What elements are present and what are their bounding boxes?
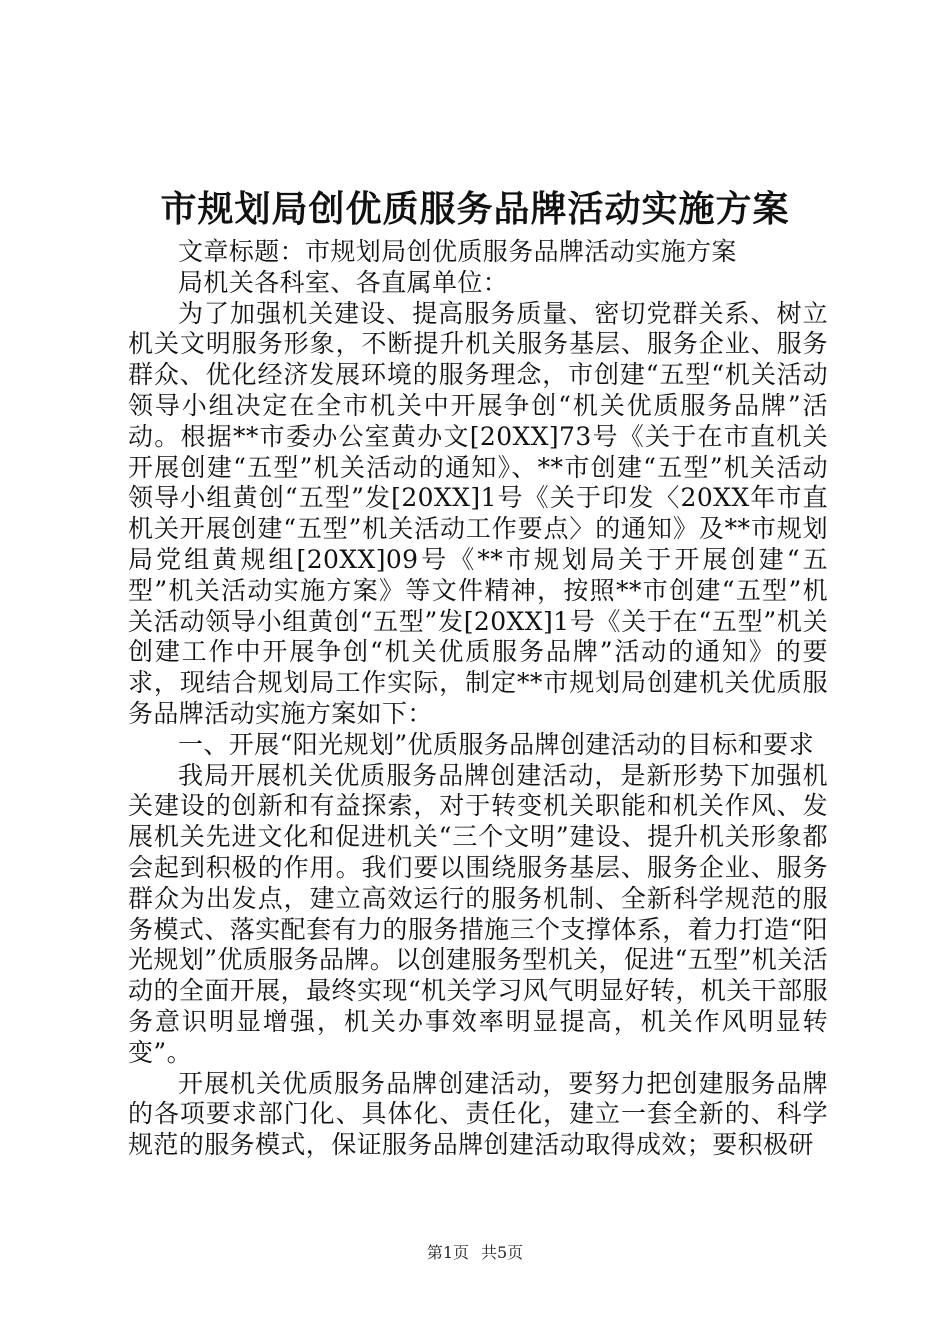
- body-paragraph: 为了加强机关建设、提高服务质量、密切党群关系、树立机关文明服务形象，不断提升机关服务基层、服务企业、服务群众、优化经济发展环境的服务理念，市创建“五型“机关活动领导小组决定在全市机关中开展争创“机关优质服务品牌”活动。根据**市委办公室黄办文[20XX]73号《关于在市直机关开展创建“五型”机关活动的通知》、**市创建“五型”机关活动领导小组黄创“五型”发[20XX]1号《关于印发〈20XX年市直机关开展创建“五型”机关活动工作要点〉的通知》及**市规划局党组黄规组[20XX]09号《**市规划局关于开展创建“五型”机关活动实施方案》等文件精神，按照**市创建“五型”机关活动领导小组黄创“五型”发[20XX]1号《关于在“五型”机关创建工作中开展争创“机关优质服务品牌”活动的通知》的要求，现结合规划局工作实际，制定**市规划局创建机关优质服务品牌活动实施方案如下：: [128, 298, 828, 728]
- page-footer: [0, 1243, 950, 1263]
- body-paragraph: 开展机关优质服务品牌创建活动，要努力把创建服务品牌的各项要求部门化、具体化、责任化，建立一套全新的、科学规范的服务模式，保证服务品牌创建活动取得成效；要积极研: [128, 1068, 828, 1160]
- document-body: [128, 237, 828, 1161]
- article-title-line: 文章标题：市规划局创优质服务品牌活动实施方案: [178, 237, 737, 266]
- total-pages: 共5页: [481, 1243, 524, 1262]
- body-paragraph: 我局开展机关优质服务品牌创建活动，是新形势下加强机关建设的创新和有益探索，对于转变机关职能和机关作风、发展机关先进文化和促进机关“三个文明”建设、提升机关形象都会起到积极的作用。我们要以围绕服务基层、服务企业、服务群众为出发点，建立高效运行的服务机制、全新科学规范的服务模式、落实配套有力的服务措施三个支撑体系，着力打造“阳光规划”优质服务品牌。以创建服务型机关，促进“五型”机关活动的全面开展，最终实现“机关学习风气明显好转，机关干部服务意识明显增强，机关办事效率明显提高，机关作风明显转变”。: [128, 760, 828, 1067]
- page-number: 第1页: [426, 1243, 469, 1262]
- document-title: 市规划局创优质服务品牌活动实施方案: [160, 188, 790, 230]
- salutation-line: 局机关各科室、各直属单位：: [178, 267, 509, 297]
- section-heading: 一、开展“阳光规划”优质服务品牌创建活动的目标和要求: [178, 729, 814, 759]
